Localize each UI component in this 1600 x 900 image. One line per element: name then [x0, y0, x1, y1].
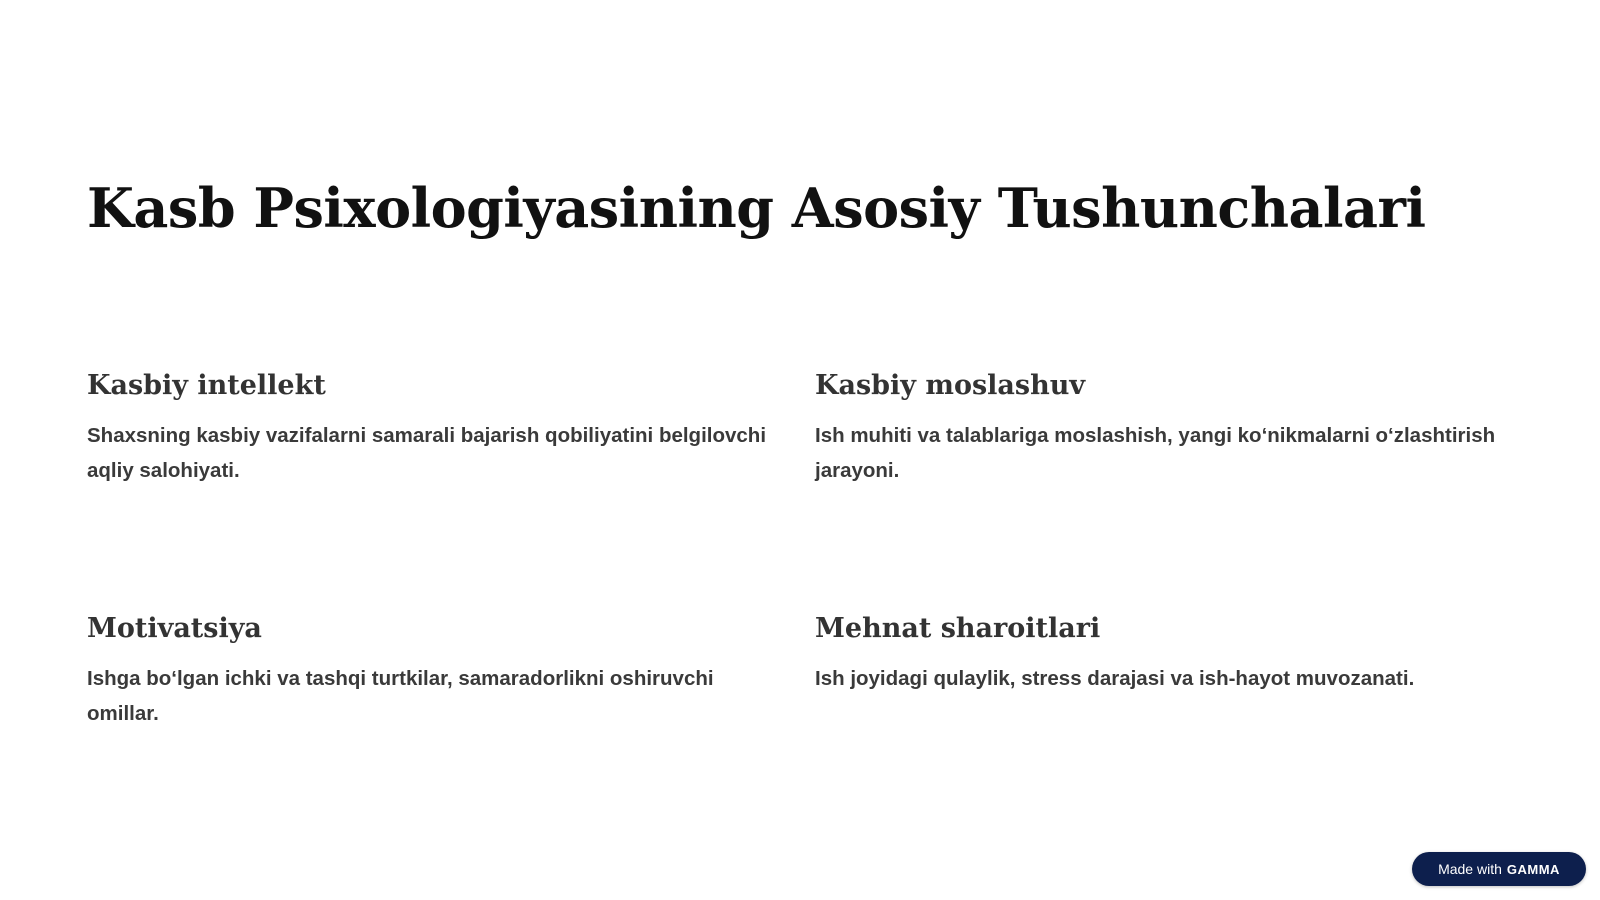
made-with-gamma-badge[interactable] — [1412, 852, 1586, 886]
card-heading: Kasbiy intellekt — [87, 370, 326, 401]
concept-card-work-conditions — [815, 609, 1505, 696]
card-body: Ish muhiti va talablariga moslashish, yangi ko‘nikmalarni o‘zlashtirish jarayoni. — [815, 424, 1496, 482]
card-body: Ishga bo‘lgan ichki va tashqi turtkilar, samaradorlikni oshiruvchi omillar. — [87, 667, 714, 725]
card-body: Shaxsning kasbiy vazifalarni samarali bajarish qobiliyatini belgilovchi aqliy salohiyati. — [87, 424, 767, 482]
card-heading: Mehnat sharoitlari — [815, 613, 1101, 644]
slide-title: Kasb Psixologiyasining Asosiy Tushunchalari — [87, 176, 1426, 240]
concept-card-professional-adaptation — [815, 366, 1505, 488]
gamma-logo: GAMMA — [1506, 861, 1560, 877]
card-heading: Motivatsiya — [87, 613, 262, 644]
badge-made-with-label: Made with — [1438, 861, 1502, 877]
card-heading: Kasbiy moslashuv — [815, 370, 1086, 401]
card-body: Ish joyidagi qulaylik, stress darajasi va ish-hayot muvozanati. — [815, 667, 1415, 690]
concept-card-motivation — [87, 609, 777, 731]
concept-card-professional-intellect — [87, 366, 777, 488]
